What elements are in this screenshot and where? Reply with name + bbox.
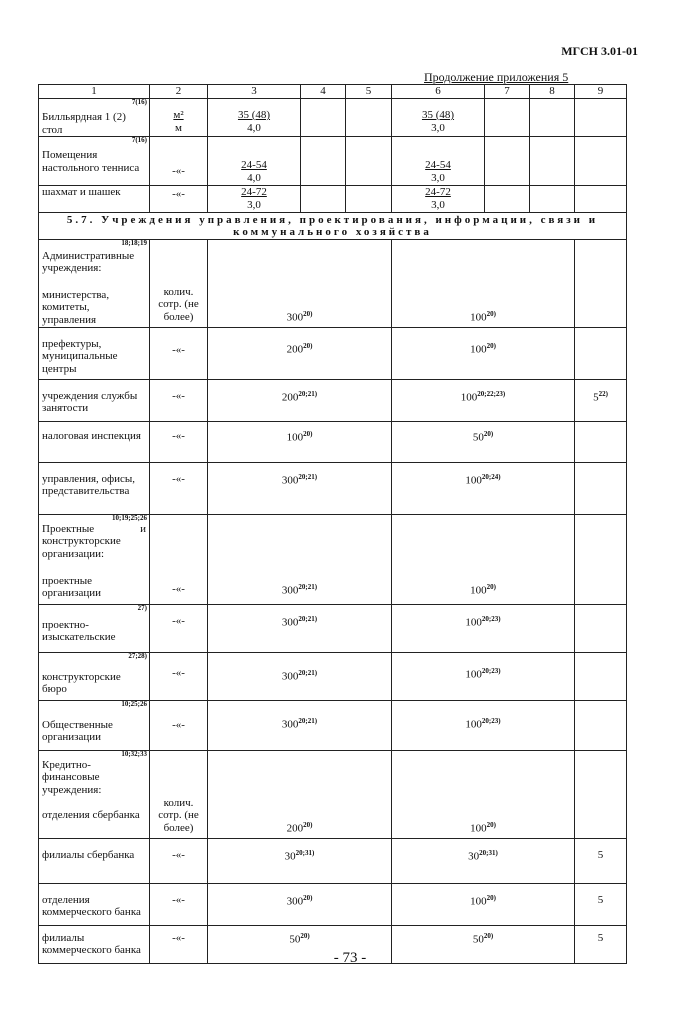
col-6: 6 — [392, 85, 485, 99]
footnote-sup: 20;23) — [481, 666, 501, 675]
value-col6: 50 — [472, 933, 484, 946]
col-3: 3 — [208, 85, 301, 99]
footnote-sup: 20) — [486, 341, 496, 350]
value-col3: 300 — [281, 670, 299, 683]
unit: -«- — [172, 343, 185, 356]
footnote-sup: 20;23) — [481, 614, 501, 623]
value-col6: 100 — [460, 391, 478, 404]
footnote-sup: 20;31) — [479, 848, 498, 857]
row-name: отделения сбербанка — [42, 808, 140, 821]
column-header-row — [39, 85, 627, 99]
value-col6: 100 — [465, 616, 482, 629]
value-col6: 100 — [465, 668, 482, 681]
footnote-sup: 20;21) — [298, 472, 318, 481]
value-col3: 50 — [289, 933, 301, 946]
value-col3: 200 — [281, 391, 299, 404]
unit: -«- — [172, 165, 185, 178]
value-col3: 100 — [286, 431, 304, 444]
footnote-ref: 27;28) — [128, 651, 147, 660]
value-col3-b: 4,0 — [247, 121, 261, 134]
group-name: Кредитно-финансовые учреждения: — [42, 758, 102, 797]
value-col6: 24-54 — [425, 159, 451, 172]
value-col3: 300 — [281, 474, 299, 487]
row-name: конструкторские бюро — [42, 670, 121, 696]
value-col6: 100 — [470, 584, 487, 597]
row-name: учреждения службы занятости — [42, 389, 138, 415]
unit: колич. сотр. (не более) — [158, 796, 199, 835]
value-col6: 100 — [465, 718, 482, 731]
col-7: 7 — [485, 85, 530, 99]
footnote-ref: 18;18;19 — [121, 238, 147, 247]
document-code: МГСН 3.01-01 — [561, 44, 638, 58]
value-col6: 50 — [472, 431, 484, 444]
value-col9: 5 — [597, 848, 604, 861]
table-row — [39, 604, 627, 652]
continuation-label: Продолжение приложения 5 — [424, 70, 569, 84]
group-name: Проектные и конструкторские организации: — [42, 522, 146, 561]
footnote-ref: 10;32;33 — [121, 749, 147, 758]
value-col3-b: 4,0 — [247, 171, 261, 184]
unit: -«- — [172, 614, 185, 627]
footnote-sup: 20;31) — [295, 848, 315, 857]
table-row — [39, 186, 627, 212]
section-row — [39, 212, 627, 239]
unit: колич. сотр. (не более) — [158, 285, 199, 323]
value-col6: 100 — [470, 822, 487, 835]
value-col3: 300 — [286, 311, 304, 324]
value-col6: 35 (48) — [421, 109, 455, 121]
footnote-sup: 20) — [486, 582, 496, 591]
value-col6: 100 — [470, 311, 487, 324]
table-row — [39, 514, 627, 604]
value-col6: 24-72 — [425, 186, 451, 199]
footnote-sup: 20;21) — [298, 668, 318, 677]
value-col3: 30 — [284, 850, 296, 863]
footnote-sup: 20;21) — [298, 716, 318, 725]
value-col9: 5 — [597, 893, 604, 906]
value-col6: 30 — [468, 850, 480, 863]
unit: -«- — [172, 666, 185, 679]
table-row — [39, 421, 627, 462]
table-row — [39, 700, 627, 750]
footnote-sup: 20) — [303, 893, 313, 902]
group-name: Административные учреждения: — [42, 249, 135, 275]
row-name: налоговая инспекция — [42, 429, 141, 442]
table-row — [39, 462, 627, 514]
row-name: префектуры, муниципальные центры — [42, 337, 118, 376]
value-col3-b: 3,0 — [247, 198, 261, 211]
table-row — [39, 883, 627, 925]
col-4: 4 — [301, 85, 346, 99]
page-number: - 73 - — [333, 950, 367, 966]
section-title: 5.7. Учреждения управления, проектирования, информации, связи и коммунального хозяйства — [39, 212, 627, 239]
footnote-sup: 20) — [303, 820, 313, 829]
value-col3: 24-72 — [241, 186, 267, 199]
col-1: 1 — [39, 85, 150, 99]
footnote-ref: 7(16) — [131, 136, 147, 145]
footnote-sup: 20;21) — [298, 614, 318, 623]
footnote-sup: 20) — [300, 931, 310, 940]
col-9: 9 — [575, 85, 627, 99]
unit: -«- — [172, 893, 185, 906]
value-col3: 300 — [286, 895, 304, 908]
value-col3: 200 — [286, 822, 304, 835]
table-row — [39, 379, 627, 421]
table-row — [39, 137, 627, 186]
row-name: министерства, комитеты, управления — [42, 288, 110, 327]
row-name: Билльярдная 1 (2) стол — [42, 111, 126, 136]
row-name: Общественные организации — [42, 718, 113, 744]
unit: -«- — [172, 848, 185, 861]
unit: -«- — [172, 429, 185, 442]
footnote-sup: 20) — [303, 309, 313, 318]
row-name: Помещения настольного тенниса — [42, 149, 140, 174]
unit-top: м² — [173, 109, 184, 121]
unit: -«- — [172, 931, 185, 944]
footnote-ref: 10;19;25;26 — [112, 513, 147, 522]
col-5: 5 — [346, 85, 392, 99]
footnote-sup: 20;23) — [481, 716, 501, 725]
norms-table — [38, 84, 627, 964]
footnote-sup: 22) — [598, 389, 608, 398]
row-name: шахмат и шашек — [42, 186, 121, 199]
value-col3: 300 — [281, 718, 299, 731]
unit: -«- — [172, 472, 185, 485]
value-col6-b: 3,0 — [431, 198, 445, 211]
table-row — [39, 652, 627, 700]
unit: -«- — [172, 389, 185, 402]
row-name: проектно-изыскательские — [42, 618, 116, 644]
value-col6-b: 3,0 — [431, 171, 445, 184]
value-col3: 300 — [281, 616, 299, 629]
unit: -«- — [172, 718, 185, 731]
table-row — [39, 99, 627, 137]
unit: -«- — [172, 582, 185, 595]
footnote-sup: 20) — [486, 820, 496, 829]
table-row — [39, 327, 627, 379]
table-row — [39, 838, 627, 883]
value-col6: 100 — [465, 474, 482, 487]
footnote-ref: 7(16) — [131, 98, 147, 106]
row-name: отделения коммерческого банка — [42, 893, 141, 919]
footnote-sup: 20) — [303, 341, 313, 350]
value-col6: 100 — [470, 895, 487, 908]
footnote-sup: 20) — [483, 429, 494, 438]
footnote-sup: 20) — [486, 309, 496, 318]
col-8: 8 — [530, 85, 575, 99]
value-col3: 200 — [286, 343, 304, 356]
col-2: 2 — [150, 85, 208, 99]
value-col3: 35 (48) — [237, 109, 271, 121]
footnote-sup: 20;21) — [298, 582, 318, 591]
footnote-sup: 20;21) — [298, 389, 318, 398]
value-col3: 300 — [281, 584, 299, 597]
unit: -«- — [172, 188, 185, 201]
footnote-ref: 10;25;26 — [121, 699, 147, 708]
value-col6-b: 3,0 — [431, 121, 445, 134]
row-name: проектные организации — [42, 574, 102, 600]
row-name: филиалы сбербанка — [42, 848, 135, 861]
value-col3: 24-54 — [241, 159, 267, 172]
footnote-sup: 20;24) — [481, 472, 501, 481]
value-col6: 100 — [470, 343, 487, 356]
unit-bottom: м — [175, 121, 182, 134]
footnote-ref: 27) — [137, 603, 147, 612]
footnote-sup: 20;22;23) — [477, 389, 506, 398]
footnote-sup: 20) — [486, 893, 496, 902]
footnote-sup: 20) — [483, 931, 494, 940]
value-col9: 5 — [597, 931, 604, 944]
footnote-sup: 20) — [303, 429, 313, 438]
row-name: управления, офисы, представительства — [42, 472, 136, 498]
table-row — [39, 239, 627, 327]
value-col9: 5 — [593, 391, 599, 404]
table-row — [39, 750, 627, 838]
row-name: филиалы коммерческого банка — [42, 931, 141, 957]
